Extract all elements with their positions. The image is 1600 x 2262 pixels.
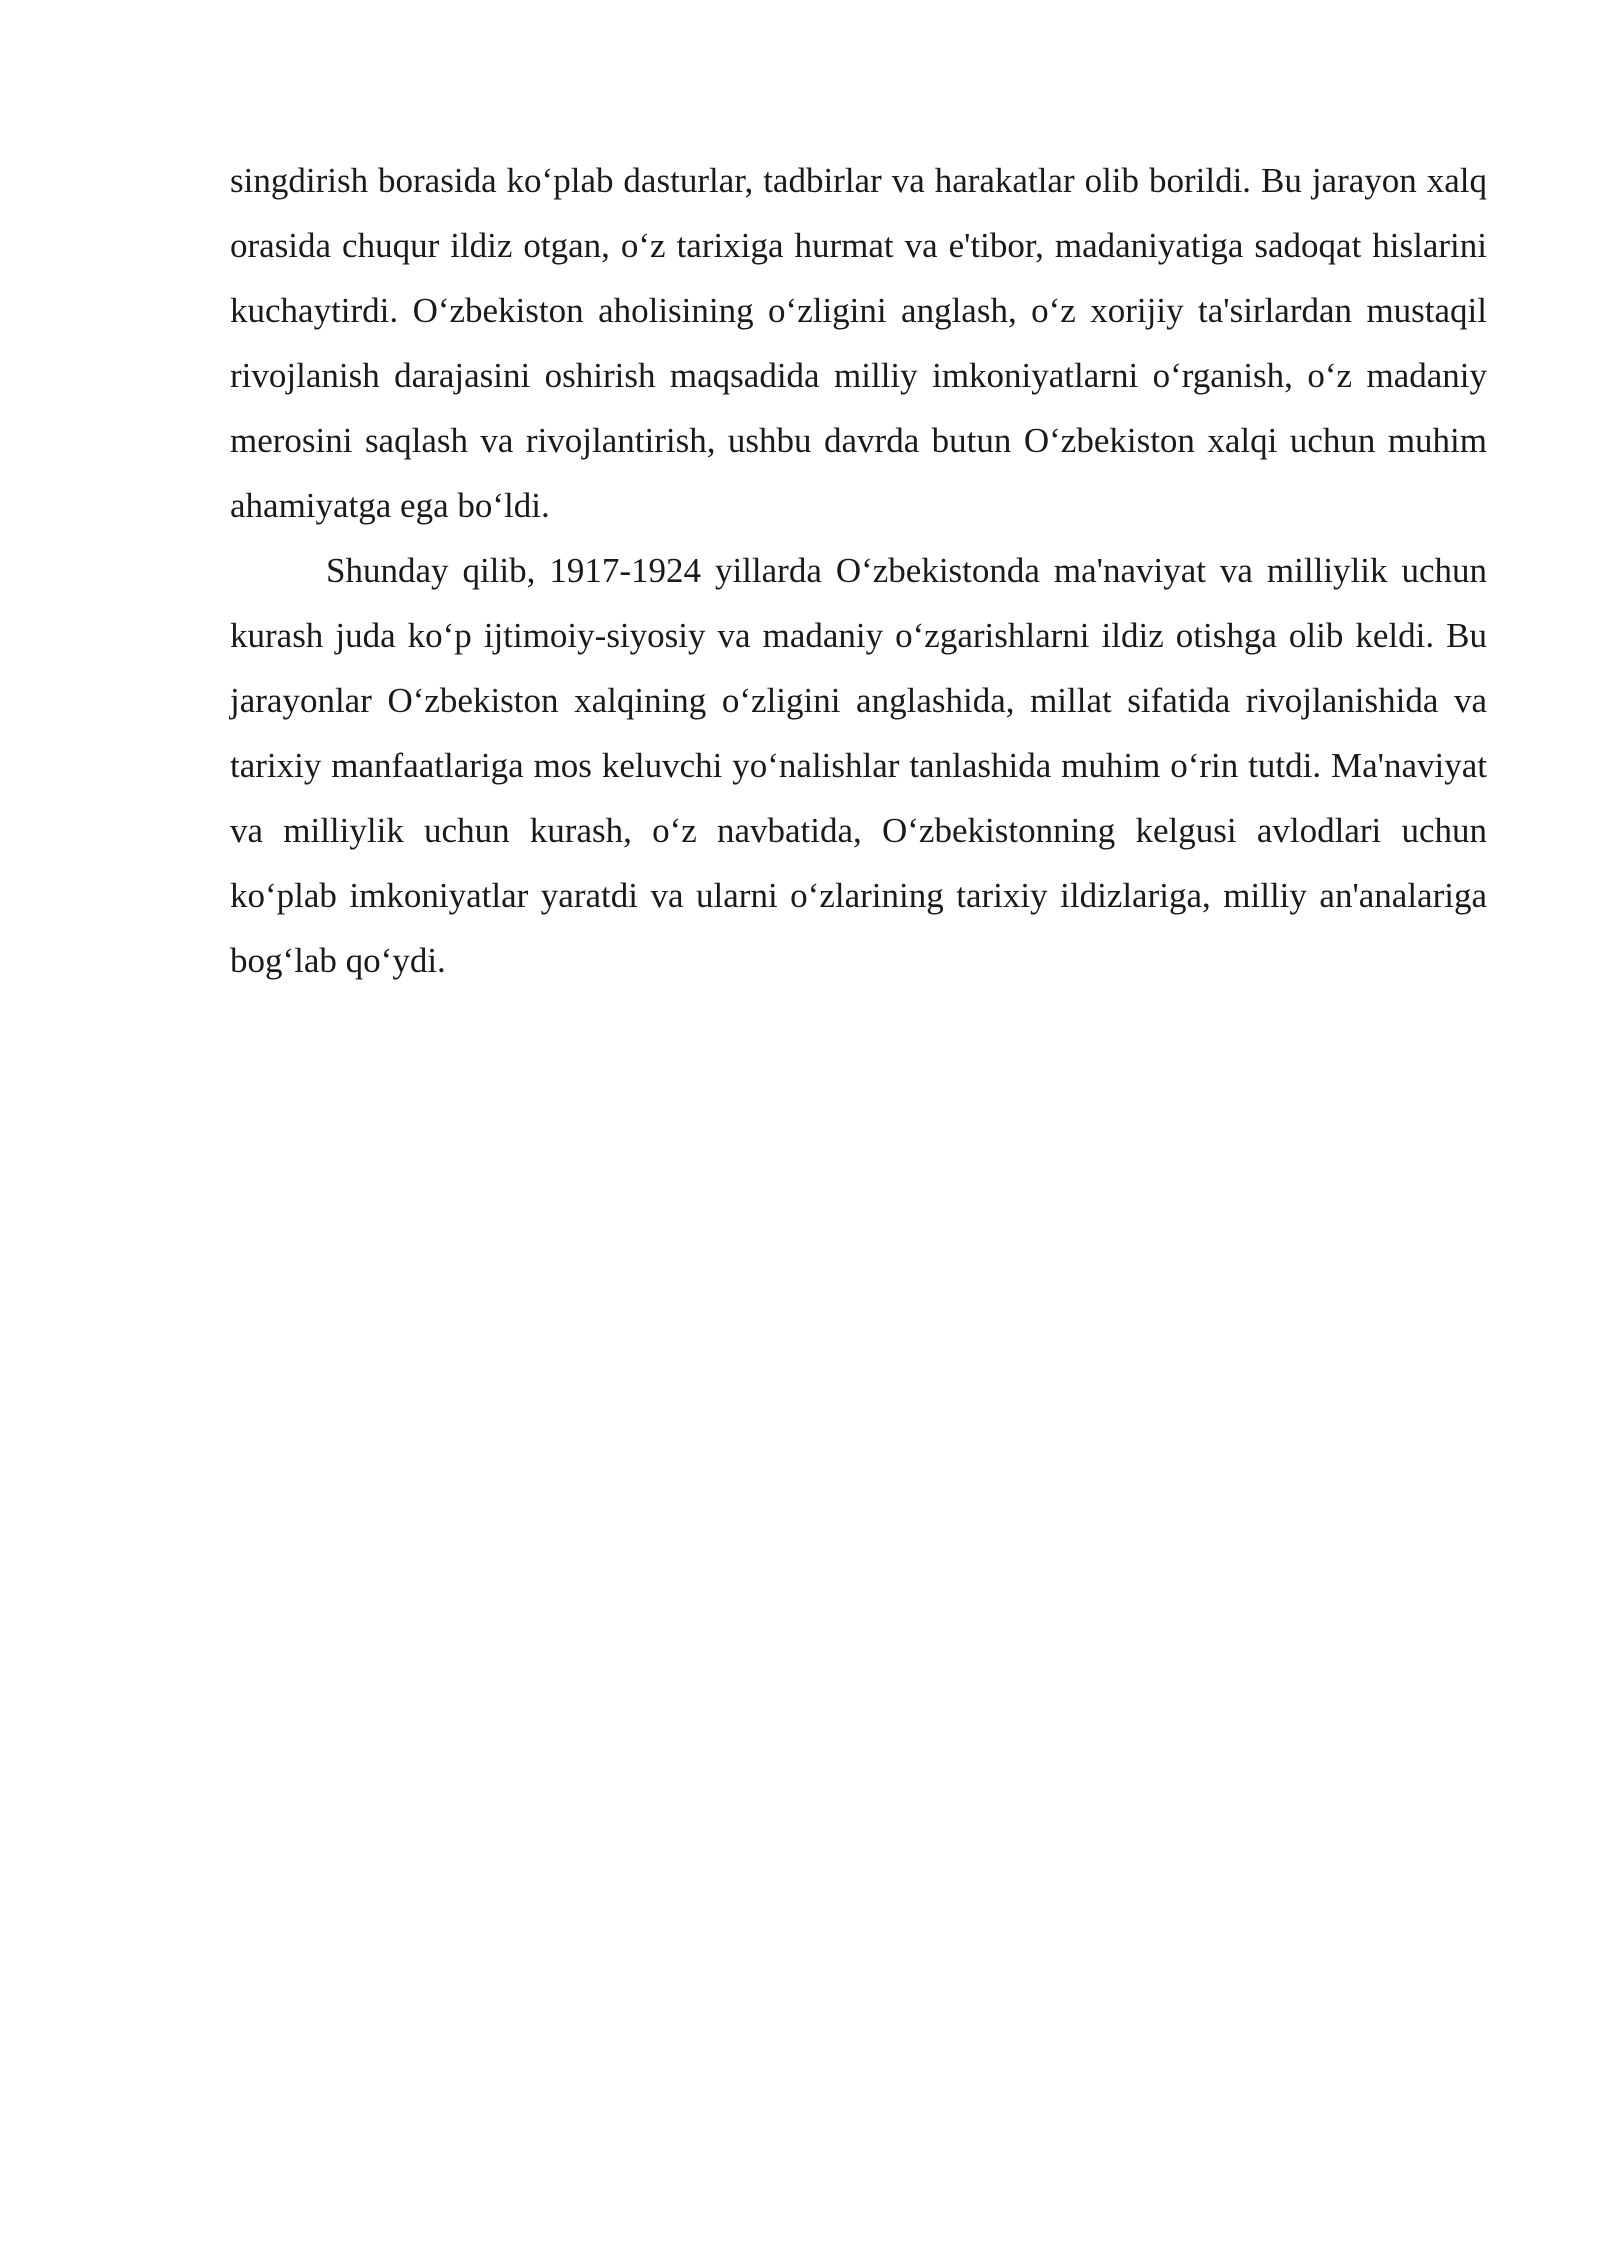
paragraph-continuation: singdirish borasida ko‘plab dasturlar, tadbirlar va harakatlar olib borildi. Bu jarayon xalq orasida chuqur ildiz otgan, o‘z tarixiga hurmat va e'tibor, madaniyatiga sadoqat hislarini kuchaytirdi. O‘zbekiston aholisining o‘zligini anglash, o‘z xorijiy ta'sirlardan mustaqil rivojlanish darajasini oshirish maqsadida milliy imkoniyatlarni o‘rganish, o‘z madaniy merosini saqlash va rivojlantirish, ushbu davrda butun O‘zbekiston xalqi uchun muhim ahamiyatga ega bo‘ldi. <box>230 161 1487 525</box>
body-text <box>230 148 1487 993</box>
paragraph-conclusion: Shunday qilib, 1917-1924 yillarda O‘zbekistonda ma'naviyat va milliylik uchun kurash juda ko‘p ijtimoiy-siyosiy va madaniy o‘zgarishlarni ildiz otishga olib keldi. Bu jarayonlar O‘zbekiston xalqining o‘zligini anglashida, millat sifatida rivojlanishida va tarixiy manfaatlariga mos keluvchi yo‘nalishlar tanlashida muhim o‘rin tutdi. Ma'naviyat va milliylik uchun kurash, o‘z navbatida, O‘zbekistonning kelgusi avlodlari uchun ko‘plab imkoniyatlar yaratdi va ularni o‘zlarining tarixiy ildizlariga, milliy an'analariga bog‘lab qo‘ydi. <box>230 551 1487 980</box>
